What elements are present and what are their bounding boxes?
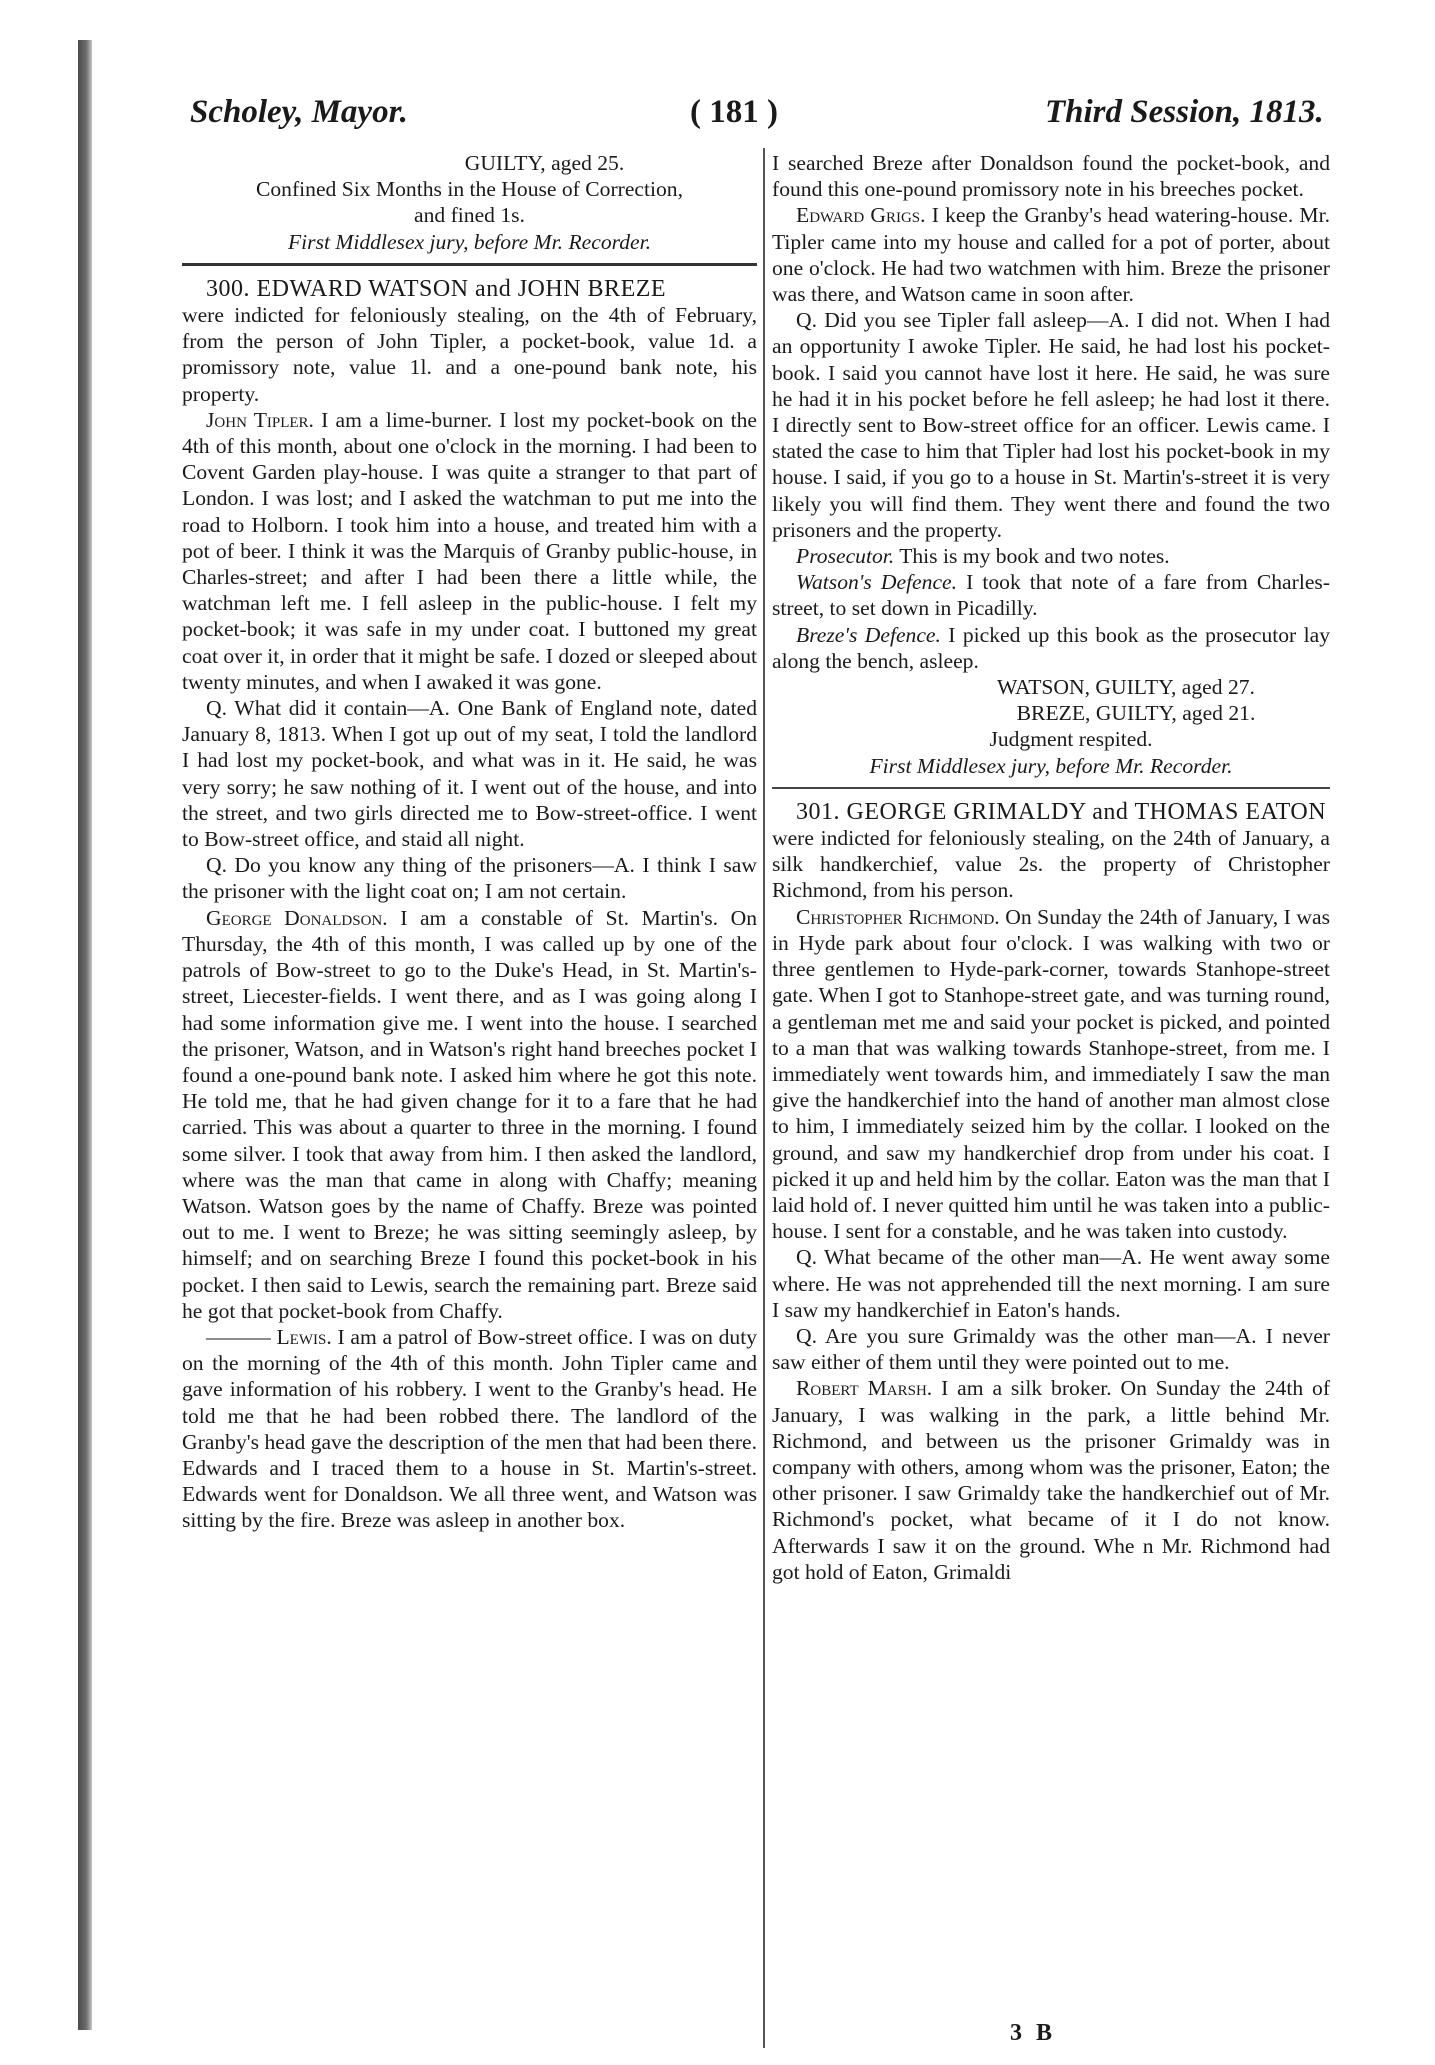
signature-mark: 3 B [1010, 2020, 1057, 2046]
statement-text: This is my book and two notes. [899, 544, 1170, 569]
question-paragraph: Q. Do you know any thing of the prisoners—A. I think I saw the prisoner with the light coat on; I am not certain. [182, 853, 757, 904]
defence-statement [772, 622, 1330, 674]
right-column [772, 150, 1330, 1585]
verdict-line: GUILTY, aged 25. [464, 151, 625, 175]
testimony-text: I am a lime-burner. I lost my pocket-book on the 4th of this month, about one o'clock in the morning. I had been to Covent Garden play-house. I was quite a stranger to that part of London. I was lost; and I asked the watchman to put me into the road to Holborn. I took him into a house, and treated him with a pot of beer. I think it was the Marquis of Granby public-house, in Charles-street; and after I had been there a little while, the watchman left me. I fell asleep in the public-house. I felt my pocket-book; it was safe in my under coat. I buttoned my great coat over it, in order that it might be safe. I dozed or sleeped about twenty minutes, and when I awaked it was gone. [182, 407, 757, 694]
left-column [182, 150, 757, 1534]
case-title: 300. EDWARD WATSON and JOHN BREZE [206, 275, 667, 302]
witness-name: Robert Marsh. [796, 1376, 933, 1401]
testimony-paragraph [182, 905, 757, 1324]
testimony-text: I am a patrol of Bow-street office. I was on duty on the morning of the 4th of this month. John Tipler came and gave information of his robbery. I went to the Granby's head. He told me that he had been robbed there. The landlord of the Granby's head gave the description of the men that had been there. Edwards and I traced them to a house in St. Martin's-street. Edwards went for Donaldson. We all three went, and Watson was sitting by the fire. Breze was asleep in another box. [182, 1324, 757, 1533]
running-head-right: Third Session, 1813. [1045, 94, 1324, 130]
testimony-text: I keep the Granby's head watering-house. Mr. Tipler came into my house and called for a pot of porter, about one o'clock. He had two watchmen with him. Breze the prisoner was there, and Watson came in soon after. [772, 203, 1330, 307]
testimony-paragraph [182, 1324, 757, 1534]
statement-text: I picked up this book as the prosecutor lay along the bench, asleep. [772, 622, 1330, 673]
witness-name: John Tipler. [206, 407, 314, 432]
testimony-paragraph [772, 904, 1330, 1245]
statement-text: I took that note of a fare from Charles-street, to set down in Picadilly. [772, 570, 1330, 621]
witness-name: George Donaldson. [206, 905, 388, 930]
testimony-paragraph [772, 202, 1330, 307]
binding-edge-shadow [78, 40, 92, 2030]
testimony-paragraph [182, 407, 757, 695]
testimony-text: I am a constable of St. Martin's. On Thursday, the 4th of this month, I was called up by one of the patrols of Bow-street to go to the Duke's Head, in St. Martin's-street, Liecester-fields. I went there, and as I was going along I had some information give me. I went into the house. I searched the prisoner, Watson, and in Watson's right hand breeches pocket I found a one-pound bank note. I asked him where he got this note. He told me, that he had given change for it to a fare that he had carried. This was about a quarter to three in the morning. I found some silver. I took that away from him. I then asked the landlord, where was the man that came in along with Chaffy; meaning Watson. Watson goes by the name of Chaffy. Breze was pointed out to me. I went to Breze; he was sitting seemingly asleep, by himself; and on searching Breze I found this pocket-book in his pocket. I then said to Lewis, search the remaining part. Breze said he got that pocket-book from Chaffy. [182, 905, 758, 1323]
witness-name: Edward Grigs. [796, 203, 926, 228]
verdict-line: BREZE, GUILTY, aged 21. [1016, 701, 1256, 726]
question-paragraph: Q. Are you sure Grimaldy was the other man—A. I never saw either of them until they were pointed out to me. [772, 1323, 1330, 1375]
sentence-line: Confined Six Months in the House of Correction, [255, 177, 684, 202]
witness-name: Christopher Richmond. [796, 904, 1000, 929]
defence-statement [772, 569, 1330, 621]
testimony-continuation: I searched Breze after Donaldson found the pocket-book, and found this one-pound promissory note in his breeches pocket. [772, 151, 1330, 202]
question-paragraph: Q. What did it contain—A. One Bank of England note, dated January 8, 1813. When I got up out of my seat, I told the landlord I had lost my pocket-book, and what was in it. He said, he was very sorry; he saw nothing of it. I went out of the house, and into the street, and two girls directed me to Bow-street-office. I went to Bow-street office, and staid all night. [182, 696, 757, 852]
statement-label: Watson's Defence. [796, 570, 958, 595]
question-paragraph: Q. What became of the other man—A. He went away some where. He was not apprehended till the next morning. I am sure I saw my handkerchief in Eaton's hands. [772, 1245, 1330, 1322]
jury-line: First Middlesex jury, before Mr. Recorder. [287, 229, 652, 254]
indictment-text: were indicted for feloniously stealing, on the 4th of February, from the person of John Tipler, a pocket-book, value 1d. a promissory note, value 1l. and a one-pound bank note, his property. [182, 303, 757, 406]
statement-label: Prosecutor. [796, 544, 895, 569]
prosecutor-statement [772, 543, 1330, 569]
page-number: ( 181 ) [690, 94, 778, 130]
verdict-line: WATSON, GUILTY, aged 27. [997, 675, 1255, 700]
case-title: 301. GEORGE GRIMALDY and THOMAS EATON [796, 798, 1327, 825]
testimony-text: On Sunday the 24th of January, I was in Hyde park about four o'clock. I was walking with two or three gentlemen to Hyde-park-corner, towards Stanhope-street gate. When I got to Stanhope-street gate, and was turning round, a gentleman met me and said your pocket is picked, and pointed to a man that was walking towards Stanhope-street, from me. I immediately went towards him, and immediately I saw the man give the handkerchief into the hand of another man almost close to him, I immediately seized him by the collar. I looked on the ground, and saw my handkerchief drop from under his coat. I picked it up and held him by the collar. Eaton was the man that I laid hold of. I never quitted him until he was taken into a public-house. I sent for a constable, and he was taken into custody. [772, 904, 1330, 1244]
jury-line: First Middlesex jury, before Mr. Recorder. [869, 753, 1233, 778]
judgment-line: Judgment respited. [989, 727, 1153, 752]
case-separator [182, 263, 757, 266]
indictment-text: were indicted for feloniously stealing, on the 24th of January, a silk handkerchief, value 2s. the property of Christopher Richmond, from his person. [772, 826, 1330, 903]
testimony-text: I am a silk broker. On Sunday the 24th of January, I was walking in the park, a little behind Mr. Richmond, and between us the prisoner Grimaldy was in company with others, among whom was the prisoner, Eaton; the other prisoner. I saw Grimaldy take the handkerchief out of Mr. Richmond's pocket, what became of it I do not know. Afterwards I saw it on the ground. Whe n Mr. Richmond had got hold of Eaton, Grimaldi [772, 1376, 1331, 1584]
column-divider [763, 148, 765, 2048]
case-separator [772, 787, 1330, 789]
sentence-line: and fined 1s. [414, 203, 525, 228]
witness-name: ——— Lewis. [206, 1324, 332, 1349]
question-paragraph: Q. Did you see Tipler fall asleep—A. I did not. When I had an opportunity I awoke Tipler. He said, he had lost his pocket-book. I said you cannot have lost it here. He said, he was sure he had it in his pocket before he fell asleep; he had lost it there. I directly sent to Bow-street office for an officer. Lewis came. I stated the case to him that Tipler had lost his pocket-book in my house. I said, if you go to a house in St. Martin's-street it is very likely you will find them. They went there and found the two prisoners and the property. [772, 308, 1330, 542]
statement-label: Breze's Defence. [796, 622, 941, 647]
running-head-left: Scholey, Mayor. [190, 94, 408, 130]
testimony-paragraph [772, 1375, 1330, 1585]
